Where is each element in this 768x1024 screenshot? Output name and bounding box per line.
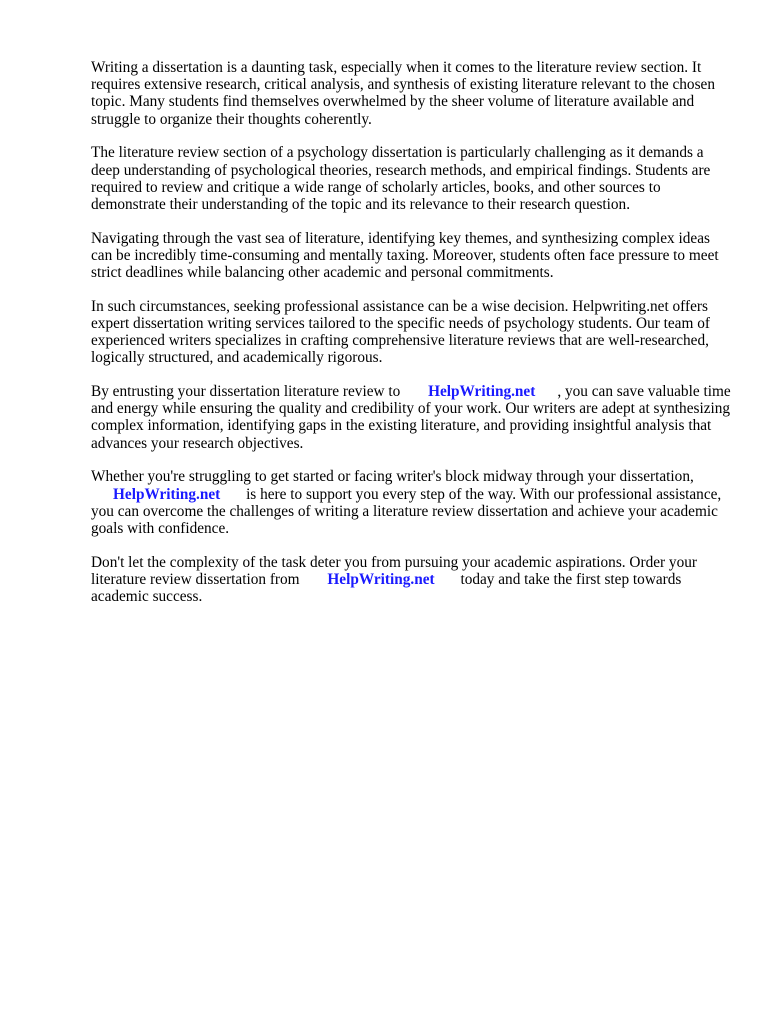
- paragraph-entrusting-text-end: , you can save valuable time and energy while ensuring the quality and credibility of your work. Our writers are adept at synthesizing complex information, identifying gaps in the existing literature, and providing insightful analysis that advances your research objectives.: [91, 383, 731, 452]
- paragraph-cta-text-end: today and take the first step towards academic success.: [91, 570, 682, 606]
- paragraph-cta-text-start: Don't let the complexity of the task deter you from pursuing your academic aspirations. Order your literature review dissertation from: [91, 553, 697, 588]
- helpwriting-link-3[interactable]: HelpWriting.net: [327, 570, 435, 588]
- helpwriting-link-1[interactable]: HelpWriting.net: [428, 383, 536, 401]
- paragraph-support: [91, 468, 731, 537]
- helpwriting-link-2[interactable]: HelpWriting.net: [113, 485, 221, 503]
- document-body: [91, 59, 731, 622]
- paragraph-support-text-end: is here to support you every step of the way. With our professional assistance, you can overcome the challenges of writing a literature review dissertation and achieve your academic goals with confidence.: [91, 485, 722, 537]
- paragraph-support-text-start: Whether you're struggling to get started or facing writer's block midway through your dissertation,: [91, 468, 694, 486]
- paragraph-entrusting-text-start: By entrusting your dissertation literature review to: [91, 383, 401, 401]
- paragraph-navigating-literature: Navigating through the vast sea of literature, identifying key themes, and synthesizing complex ideas can be incredibly time-consuming and mentally taxing. Moreover, students often face pressure to meet strict deadlines while balancing other academic and personal commitments.: [91, 229, 719, 282]
- paragraph-psychology-challenge: The literature review section of a psychology dissertation is particularly challenging as it demands a deep understanding of psychological theories, research methods, and empirical findings. Students are required to review and critique a wide range of scholarly articles, books, and other sources to demonstrate their understanding of the topic and its relevance to their research question.: [91, 144, 711, 213]
- paragraph-intro: Writing a dissertation is a daunting task, especially when it comes to the literature review section. It requires extensive research, critical analysis, and synthesis of existing literature relevant to the chosen topic. Many students find themselves overwhelmed by the sheer volume of literature available and struggle to organize their thoughts coherently.: [91, 59, 715, 128]
- paragraph-call-to-action: [91, 554, 731, 606]
- paragraph-entrusting: [91, 383, 731, 452]
- paragraph-professional-assistance: In such circumstances, seeking professional assistance can be a wise decision. Helpwriting.net offers expert dissertation writing services tailored to the specific needs of psychology students. Our team of experienced writers specializes in crafting comprehensive literature reviews that are well-researched, logically structured, and academically rigorous.: [91, 297, 710, 367]
